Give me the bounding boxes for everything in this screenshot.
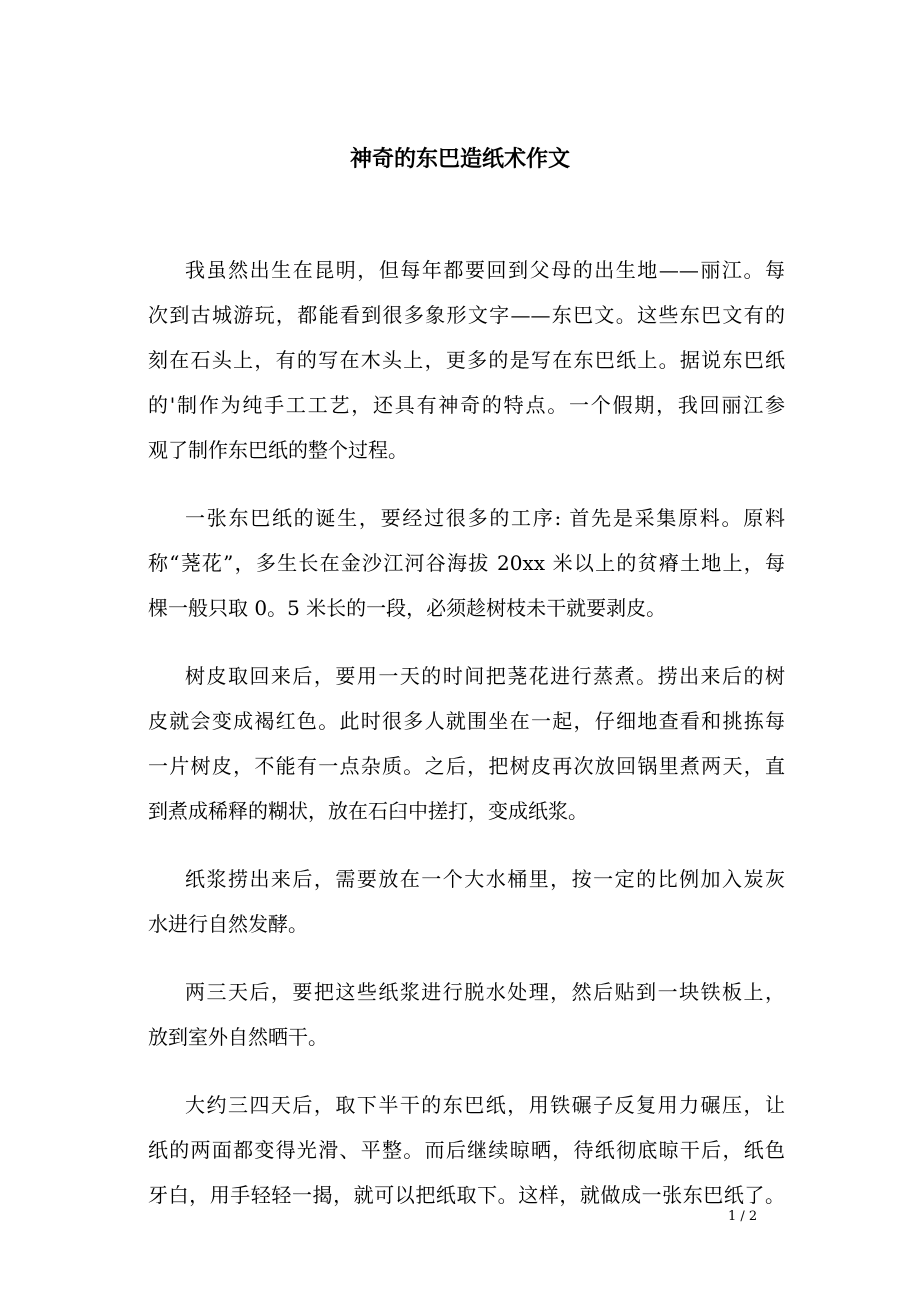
paragraph-line: 次到古城游玩，都能看到很多象形文字——东巴文。这些东巴文有的 [148, 303, 785, 327]
paragraph-line: 刻在石头上，有的写在木头上，更多的是写在东巴纸上。据说东巴纸 [148, 348, 785, 372]
paragraph-line: 牙白，用手轻轻一揭，就可以把纸取下。这样，就做成一张东巴纸了。 [148, 1183, 785, 1207]
paragraph-line: 称“荛花”，多生长在金沙江河谷海拔 20xx 米以上的贫瘠土地上，每 [148, 551, 785, 575]
paragraph-line: 放到室外自然晒干。 [148, 1025, 328, 1049]
paragraph-line: 观了制作东巴纸的整个过程。 [148, 438, 408, 462]
paragraph-line: 水进行自然发酵。 [148, 912, 308, 936]
paragraph-line: 到煮成稀释的糊状，放在石臼中搓打，变成纸浆。 [148, 799, 588, 823]
paragraph-line: 我虽然出生在昆明，但每年都要回到父母的出生地——丽江。每 [185, 258, 785, 282]
paragraph-line: 一片树皮，不能有一点杂质。之后，把树皮再次放回锅里煮两天，直 [148, 754, 785, 778]
paragraph-line: 树皮取回来后，要用一天的时间把荛花进行蒸煮。捞出来后的树 [185, 664, 785, 688]
paragraph-line: 纸的两面都变得光滑、平整。而后继续晾晒，待纸彻底晾干后，纸色 [148, 1138, 785, 1162]
paragraph-line: 两三天后，要把这些纸浆进行脱水处理，然后贴到一块铁板上， [185, 980, 785, 1004]
paragraph-line: 一张东巴纸的诞生，要经过很多的工序: 首先是采集原料。原料 [185, 506, 785, 530]
document-title: 神奇的东巴造纸术作文 [349, 146, 570, 172]
paragraph-line: 大约三四天后，取下半干的东巴纸，用铁碾子反复用力碾压，让 [185, 1093, 785, 1117]
paragraph-line: 的'制作为纯手工工艺，还具有神奇的特点。一个假期，我回丽江参 [148, 393, 785, 417]
paragraph-line: 纸浆捞出来后，需要放在一个大水桶里，按一定的比例加入炭灰 [185, 867, 785, 891]
page-number: 1 / 2 [728, 1209, 758, 1224]
paragraph-line: 棵一般只取 0。5 米长的一段，必须趁树枝未干就要剥皮。 [148, 596, 667, 620]
paragraph-line: 皮就会变成褐红色。此时很多人就围坐在一起，仔细地查看和挑拣每 [148, 709, 785, 733]
